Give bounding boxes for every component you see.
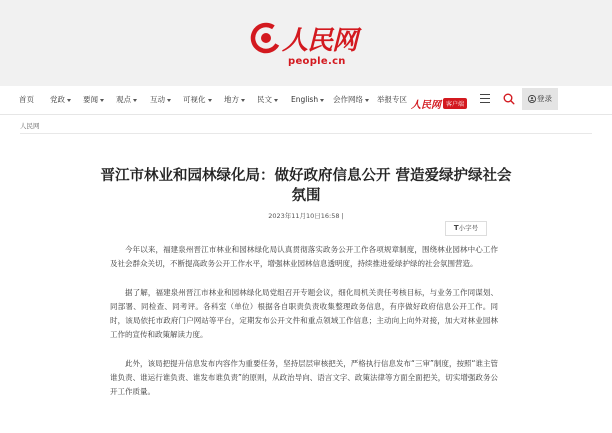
article-body	[110, 243, 498, 414]
nav-item-party[interactable]	[50, 86, 71, 114]
chevron-down-icon	[274, 99, 278, 102]
nav-item-ethnic[interactable]	[257, 86, 278, 114]
app-download-link[interactable]	[411, 93, 467, 111]
nav-label: 会作网络	[333, 95, 363, 104]
main-nav	[0, 86, 612, 115]
chevron-down-icon	[133, 99, 137, 102]
chevron-down-icon	[208, 99, 212, 102]
logo-emblem-icon	[250, 22, 282, 54]
app-logo-text: 人民网	[411, 100, 441, 111]
nav-item-visual[interactable]	[183, 86, 212, 114]
menu-icon[interactable]	[480, 94, 490, 104]
nav-item-report[interactable]	[377, 86, 407, 114]
nav-label: English	[291, 95, 319, 104]
chevron-down-icon	[241, 99, 245, 102]
font-size-label: 小字号	[458, 224, 479, 232]
search-icon[interactable]	[502, 92, 516, 106]
nav-item-interactive[interactable]	[150, 86, 171, 114]
nav-item-news[interactable]	[83, 86, 104, 114]
nav-item-opinion[interactable]	[116, 86, 137, 114]
people-logo[interactable]	[250, 20, 360, 70]
nav-label: 要闻	[83, 95, 98, 104]
font-size-toggle[interactable]	[445, 221, 487, 236]
app-badge: 客户端	[443, 98, 467, 109]
nav-item-english[interactable]	[291, 86, 324, 114]
article-paragraph: 此外，该局把提升信息发布内容作为重要任务，坚持层层审核把关，严格执行信息发布“三审”制度，按照“谁主管谁负责、谁运行谁负责、谁发布谁负责”的原则，从政治导向、语言文字、政策法律等方面全面把关，切实增强政务公开工作质量。	[110, 358, 498, 397]
site-header	[0, 0, 612, 86]
login-label: 登录	[537, 94, 552, 103]
nav-label: 党政	[50, 95, 65, 104]
nav-label: 互动	[150, 95, 165, 104]
nav-label: 首页	[19, 95, 34, 104]
article-datetime: 2023年11月10日16:58 |	[268, 212, 344, 220]
chevron-down-icon	[320, 99, 324, 102]
chevron-down-icon	[100, 99, 104, 102]
article-paragraph: 今年以来，福建泉州晋江市林业和园林绿化局认真贯彻落实政务公开工作各项规章制度，围绕林业园林中心工作及社会群众关切，不断提高政务公开工作水平，增强林业园林信息透明度，持续推进爱绿护绿的社会氛围营造。	[110, 245, 498, 269]
chevron-down-icon	[167, 99, 171, 102]
nav-label: 举报专区	[377, 95, 407, 104]
nav-item-network[interactable]	[333, 86, 369, 114]
nav-label: 地方	[224, 95, 239, 104]
nav-label: 民文	[257, 95, 272, 104]
nav-label: 观点	[116, 95, 131, 104]
nav-label: 可视化	[183, 95, 206, 104]
article-paragraph: 据了解，福建泉州晋江市林业和园林绿化局党组召开专题会议，细化局机关责任考核目标，与业务工作同谋划、同部署、同检查、同考评。各科室（单位）根据各自职责负责收集整理政务信息，有序做好政府信息公开工作。同时，该局依托市政府门户网站等平台，定期发布公开文件和重点领域工作信息；主动向上向外对接，加大对林业园林工作的宣传和政策解读力度。	[110, 287, 498, 340]
nav-item-local[interactable]	[224, 86, 245, 114]
logo-text-en: people.cn	[288, 56, 346, 67]
logo-text-cn: 人民网	[282, 26, 358, 56]
chevron-down-icon	[365, 99, 369, 102]
divider	[20, 133, 592, 134]
user-icon	[528, 95, 536, 103]
article-title: 晋江市林业和园林绿化局：做好政府信息公开 营造爱绿护绿社会氛围	[100, 167, 512, 204]
nav-item-home[interactable]	[19, 86, 34, 114]
font-size-icon: T	[453, 224, 459, 232]
breadcrumb-home[interactable]: 人民网	[20, 122, 40, 130]
breadcrumb[interactable]	[20, 121, 40, 130]
login-button[interactable]	[522, 88, 558, 110]
chevron-down-icon	[67, 99, 71, 102]
